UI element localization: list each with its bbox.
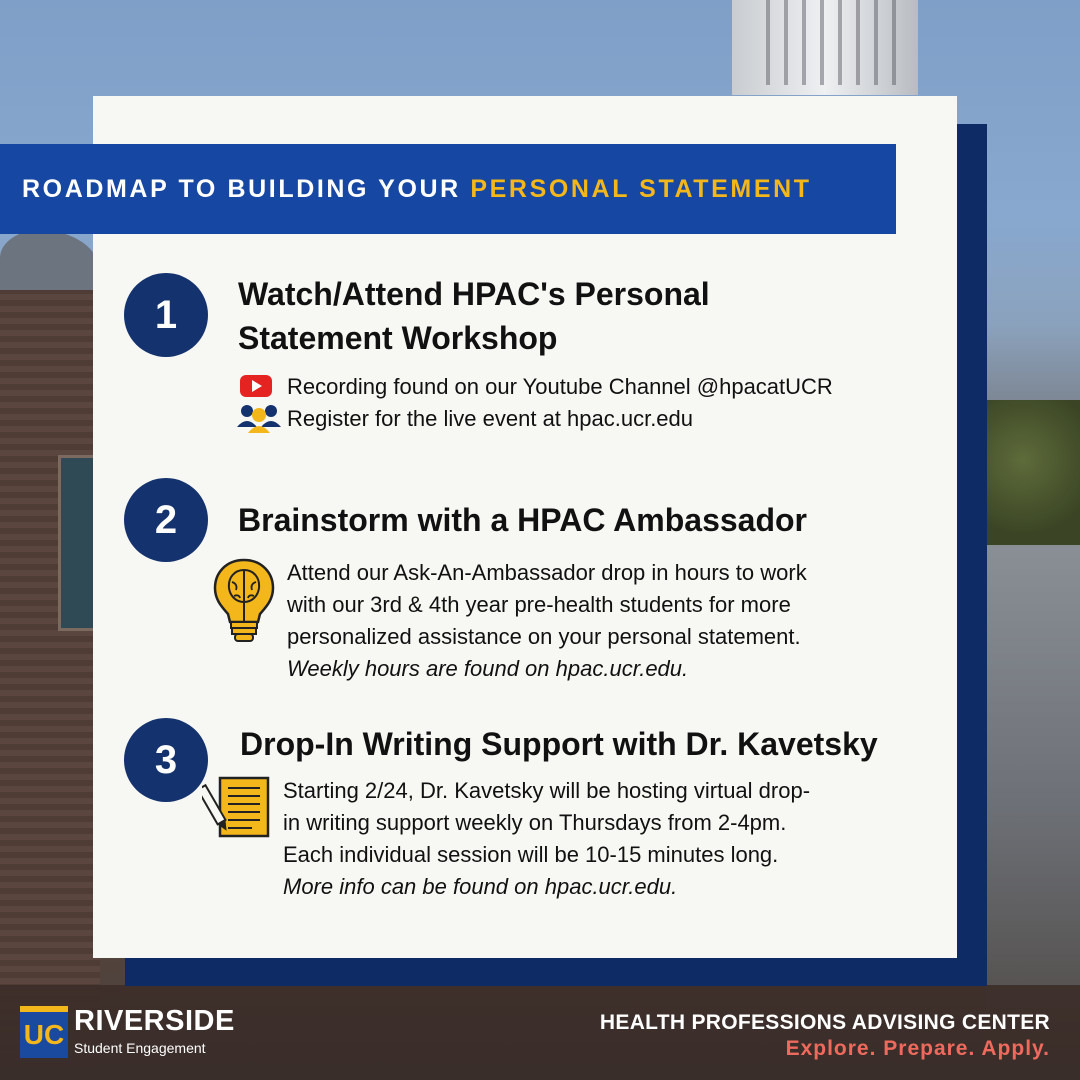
banner-title-highlight: PERSONAL STATEMENT bbox=[470, 174, 812, 203]
hpac-branding bbox=[600, 1010, 1050, 1062]
people-icon bbox=[236, 403, 282, 433]
step-3-line-2: in writing support weekly on Thursdays from 2-4pm. bbox=[283, 810, 787, 835]
step-3-line-1: Starting 2/24, Dr. Kavetsky will be hosting virtual drop- bbox=[283, 778, 811, 803]
step-2-line-3: personalized assistance on your personal statement. bbox=[287, 624, 801, 649]
step-2-line-1: Attend our Ask-An-Ambassador drop in hours to work bbox=[287, 560, 807, 585]
uc-logo-mark: UC bbox=[20, 1006, 68, 1058]
lightbulb-brain-icon bbox=[212, 558, 276, 644]
notepad-pencil-icon bbox=[202, 776, 272, 838]
title-banner bbox=[0, 144, 896, 234]
department-name: Student Engagement bbox=[74, 1040, 206, 1056]
step-1-number: 1 bbox=[124, 273, 208, 357]
bell-tower bbox=[732, 0, 918, 95]
step-3-number: 3 bbox=[124, 718, 208, 802]
step-1-item-2: Register for the live event at hpac.ucr.edu bbox=[287, 406, 694, 431]
ucr-logo bbox=[20, 1006, 235, 1058]
university-name: RIVERSIDE bbox=[74, 1005, 235, 1037]
step-1-item-1: Recording found on our Youtube Channel @hpacatUCR bbox=[287, 374, 833, 399]
step-3-title bbox=[240, 722, 878, 766]
background-trees bbox=[985, 400, 1080, 550]
center-name: HEALTH PROFESSIONS ADVISING CENTER bbox=[599, 1011, 1050, 1034]
banner-title-prefix: ROADMAP TO BUILDING YOUR bbox=[22, 174, 471, 203]
step-1-title-line-1: Watch/Attend HPAC's Personal bbox=[238, 276, 710, 312]
banner-title bbox=[22, 175, 812, 204]
youtube-icon bbox=[240, 375, 272, 397]
step-2-italic-line: Weekly hours are found on hpac.ucr.edu. bbox=[287, 656, 689, 681]
step-2-title-line-1: Brainstorm with a HPAC Ambassador bbox=[238, 502, 807, 538]
step-3-line-3: Each individual session will be 10-15 minutes long. bbox=[283, 842, 779, 867]
step-3-italic-line: More info can be found on hpac.ucr.edu. bbox=[283, 874, 678, 899]
step-2-line-2: with our 3rd & 4th year pre-health students for more bbox=[287, 592, 791, 617]
step-1-title bbox=[238, 272, 710, 360]
center-tagline: Explore. Prepare. Apply. bbox=[785, 1037, 1050, 1060]
step-3-title-line-1: Drop-In Writing Support with Dr. Kavetsky bbox=[240, 726, 878, 762]
step-2-number: 2 bbox=[124, 478, 208, 562]
step-1-title-line-2: Statement Workshop bbox=[238, 320, 558, 356]
brick-building-left bbox=[0, 290, 100, 1080]
step-2-title bbox=[238, 498, 807, 542]
